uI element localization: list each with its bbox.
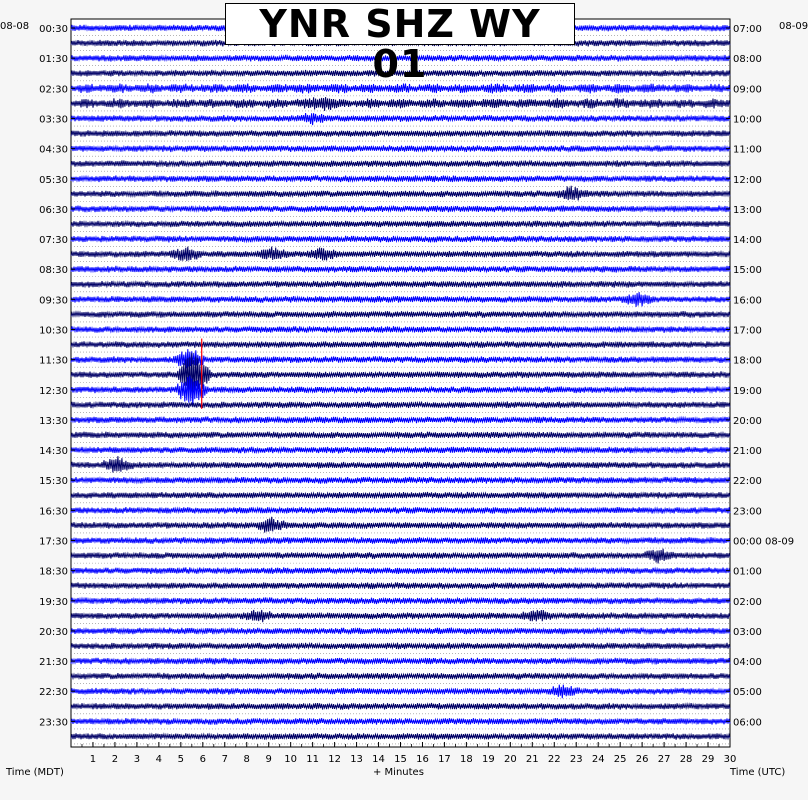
x-tick-label: 20 [503, 754, 517, 765]
right-tick-label: 08:00 [733, 54, 762, 66]
x-tick-label: 8 [243, 754, 250, 765]
right-tick-label: 13:00 [733, 204, 762, 216]
left-tick-label: 05:30 [39, 174, 68, 186]
date-left-label: 08-08 [0, 21, 30, 32]
right-tick-label: 01:00 [733, 566, 762, 578]
right-tick-label: 11:00 [733, 144, 762, 156]
x-tick-label: 1 [89, 754, 97, 765]
right-tick-label: 04:00 [733, 657, 762, 669]
left-tick-label: 21:30 [39, 657, 68, 669]
left-tick-label: 04:30 [39, 144, 68, 156]
left-tick-label: 06:30 [39, 204, 68, 216]
x-tick-label: 30 [723, 754, 737, 765]
x-tick-label: 29 [701, 754, 715, 765]
x-tick-label: 16 [416, 754, 429, 765]
right-tick-label: 05:00 [733, 687, 762, 699]
left-tick-label: 01:30 [39, 54, 68, 66]
right-tick-label: 12:00 [733, 174, 762, 186]
right-tick-label: 16:00 [733, 295, 762, 307]
left-tick-label: 10:30 [39, 325, 68, 337]
left-tick-label: 02:30 [39, 84, 68, 96]
left-axis-label: Time (MDT) [6, 767, 64, 778]
x-tick-label: 24 [591, 754, 605, 765]
x-tick-label: 17 [438, 754, 451, 765]
x-tick-label: 9 [265, 754, 272, 765]
right-tick-label: 07:00 [733, 24, 762, 36]
right-tick-label: 03:00 [733, 626, 762, 638]
right-tick-label: 20:00 [733, 415, 762, 427]
x-tick-label: 18 [460, 754, 473, 765]
plot-frame [71, 19, 730, 747]
left-tick-label: 19:30 [39, 596, 68, 608]
right-tick-label: 02:00 [733, 596, 762, 608]
chart-title: YNR SHZ WY 01 [225, 3, 575, 45]
left-tick-label: 14:30 [39, 446, 68, 458]
x-tick-label: 25 [613, 754, 627, 765]
x-tick-label: 14 [372, 754, 385, 765]
left-tick-label: 16:30 [39, 506, 68, 518]
right-tick-label: 00:00 08-09 [733, 536, 795, 548]
right-axis-label: Time (UTC) [730, 767, 786, 778]
x-tick-label: 22 [547, 754, 561, 765]
right-tick-label: 19:00 [733, 385, 762, 397]
x-tick-label: 19 [481, 754, 495, 765]
left-tick-label: 13:30 [39, 415, 68, 427]
x-tick-label: 6 [199, 754, 206, 765]
x-tick-label: 12 [328, 754, 341, 765]
x-tick-label: 5 [177, 754, 185, 765]
x-tick-label: 11 [306, 754, 320, 765]
x-tick-label: 4 [155, 754, 163, 765]
right-tick-label: 09:00 [733, 84, 762, 96]
x-axis-label: + Minutes [373, 767, 424, 778]
right-tick-label: 21:00 [733, 446, 762, 458]
x-tick-label: 28 [679, 754, 693, 765]
left-tick-label: 18:30 [39, 566, 68, 578]
left-tick-label: 22:30 [39, 687, 68, 699]
x-tick-label: 7 [221, 754, 228, 765]
right-tick-label: 14:00 [733, 235, 762, 247]
x-tick-label: 27 [657, 754, 671, 765]
right-tick-label: 22:00 [733, 476, 762, 488]
x-tick-label: 15 [394, 754, 407, 765]
left-tick-label: 07:30 [39, 235, 68, 247]
x-tick-label: 3 [133, 754, 141, 765]
right-tick-label: 10:00 [733, 114, 762, 126]
left-tick-label: 09:30 [39, 295, 68, 307]
right-tick-label: 15:00 [733, 265, 762, 277]
left-tick-label: 00:30 [39, 24, 68, 36]
right-tick-label: 18:00 [733, 355, 762, 367]
right-tick-label: 23:00 [733, 506, 762, 518]
x-tick-label: 13 [350, 754, 363, 765]
left-tick-label: 23:30 [39, 717, 68, 729]
x-tick-label: 23 [569, 754, 583, 765]
left-tick-label: 12:30 [39, 385, 68, 397]
right-tick-label: 06:00 [733, 717, 762, 729]
left-tick-label: 08:30 [39, 265, 68, 277]
x-tick-label: 10 [284, 754, 298, 765]
left-tick-label: 20:30 [39, 626, 68, 638]
left-tick-label: 15:30 [39, 476, 68, 488]
left-tick-label: 03:30 [39, 114, 68, 126]
date-right-label: 08-09 [779, 21, 808, 32]
left-tick-label: 11:30 [39, 355, 68, 367]
right-tick-label: 17:00 [733, 325, 762, 337]
x-tick-label: 21 [525, 754, 539, 765]
left-tick-label: 17:30 [39, 536, 68, 548]
x-tick-label: 2 [111, 754, 119, 765]
x-tick-label: 26 [635, 754, 649, 765]
